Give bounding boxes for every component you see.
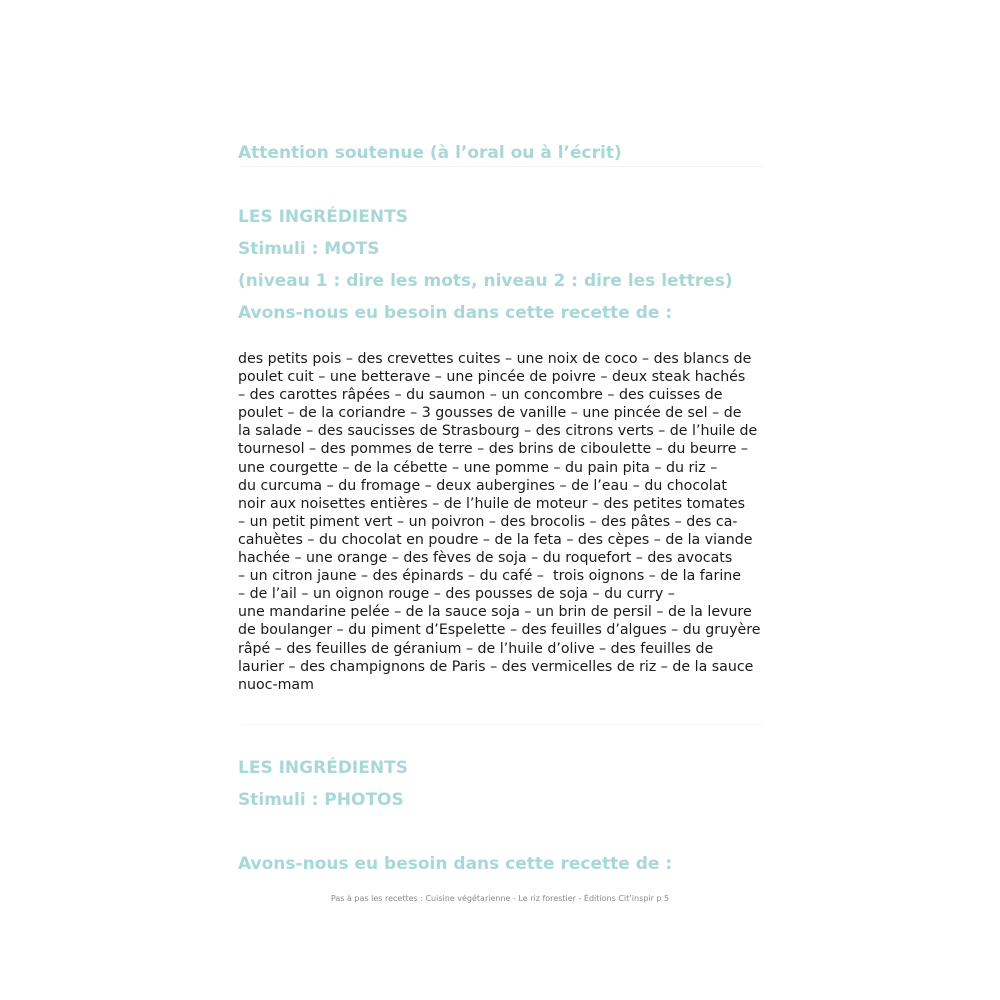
- ingredient-line: – des carottes râpées – du saumon – un concombre – des cuisses de: [238, 387, 723, 404]
- ingredient-line: – de l’ail – un oignon rouge – des pousses de soja – du curry –: [238, 586, 675, 603]
- ingredient-line: poulet cuit – une betterave – une pincée de poivre – deux steak hachés: [238, 369, 746, 386]
- ingredient-list: [238, 350, 768, 694]
- levels-instruction: (niveau 1 : dire les mots, niveau 2 : dire les lettres): [238, 271, 733, 291]
- ingredient-line: une mandarine pelée – de la sauce soja – un brin de persil – de la levure: [238, 604, 752, 621]
- ingredient-line: tournesol – des pommes de terre – des brins de ciboulette – du beurre –: [238, 441, 749, 458]
- ingredient-line: une courgette – de la cébette – une pomme – du pain pita – du riz –: [238, 459, 718, 476]
- ingredient-line: nuoc-mam: [238, 676, 314, 693]
- divider: [242, 724, 762, 725]
- question-photos: Avons-nous eu besoin dans cette recette de :: [238, 854, 673, 874]
- ingredients-heading-photos: LES INGRÉDIENTS: [238, 758, 408, 778]
- ingredient-line: poulet – de la coriandre – 3 gousses de vanille – une pincée de sel – de: [238, 405, 742, 422]
- ingredients-heading: LES INGRÉDIENTS: [238, 207, 408, 227]
- section-title-attention: Attention soutenue (à l’oral ou à l’écrit): [238, 143, 622, 163]
- question-words: Avons-nous eu besoin dans cette recette de :: [238, 303, 673, 323]
- ingredient-line: la salade – des saucisses de Strasbourg – des citrons verts – de l’huile de: [238, 423, 758, 440]
- ingredient-line: hachée – une orange – des fèves de soja – du roquefort – des avocats: [238, 550, 733, 567]
- stimuli-photos-label: Stimuli : PHOTOS: [238, 790, 404, 810]
- divider: [240, 166, 765, 167]
- ingredient-line: de boulanger – du piment d’Espelette – des feuilles d’algues – du gruyère: [238, 622, 761, 639]
- ingredient-line: des petits pois – des crevettes cuites – une noix de coco – des blancs de: [238, 351, 752, 367]
- ingredient-line: – un petit piment vert – un poivron – des brocolis – des pâtes – des ca-: [238, 513, 738, 530]
- ingredient-line: noir aux noisettes entières – de l’huile de moteur – des petites tomates: [238, 495, 746, 512]
- page-footer: Pas à pas les recettes : Cuisine végétarienne - Le riz forestier - Éditions Cit’inspir p 5: [330, 894, 670, 903]
- ingredient-line: – un citron jaune – des épinards – du café – trois oignons – de la farine: [238, 568, 741, 585]
- ingredient-line: râpé – des feuilles de géranium – de l’huile d’olive – des feuilles de: [238, 640, 714, 657]
- ingredient-line: du curcuma – du fromage – deux aubergines – de l’eau – du chocolat: [238, 477, 727, 494]
- stimuli-words-label: Stimuli : MOTS: [238, 239, 380, 259]
- ingredient-line: laurier – des champignons de Paris – des vermicelles de riz – de la sauce: [238, 658, 754, 675]
- ingredient-line: cahuètes – du chocolat en poudre – de la feta – des cèpes – de la viande: [238, 531, 753, 548]
